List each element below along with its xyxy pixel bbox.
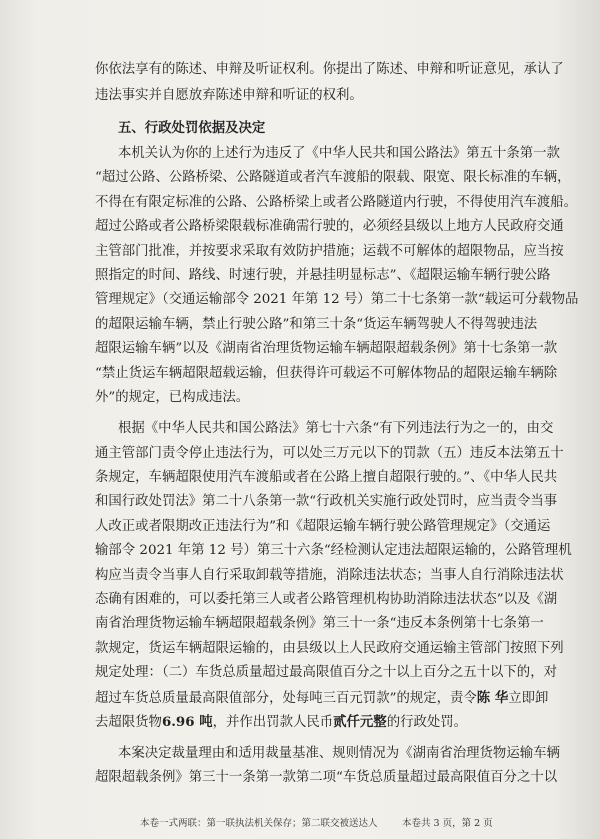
- overload-weight: 6.96 吨: [161, 714, 213, 730]
- text-line: 条规定，车辆超限使用汽车渡船或者在公路上擅自超限行驶的。”、《中华人民共: [95, 470, 558, 485]
- text-line: 照指定的时间、路线、时速行驶，并悬挂明显标志”、《超限运输车辆行驶公路: [95, 268, 551, 283]
- fine-amount: 贰仟元整: [333, 714, 387, 730]
- text-line: “禁止货运车辆超限超载运输，但获得许可载运不可解体物品的超限运输车辆除: [95, 366, 558, 381]
- text-line: 南省治理货物运输车辆超限超载条例》第三十一条“违反本条例第十七条第一: [95, 616, 544, 631]
- text-segment: 去超限货物: [95, 715, 162, 730]
- text-line: 主管部门批准，并按要求采取有效防护措施；运载不可解体的超限物品，应当按: [95, 244, 564, 259]
- text-line: “超过公路、公路桥梁、公路隧道或者汽车渡船的限载、限宽、限长标准的车辆，: [95, 170, 571, 185]
- text-line: 态确有困难的，可以委托第三人或者公路管理机构协助消除违法状态”以及《湖: [95, 592, 558, 607]
- text-line: 外”的规定，已构成违法。: [95, 390, 250, 405]
- text-line: 超过公路或者公路桥梁限载标准确需行驶的，必须经县级以上地方人民政府交通: [95, 219, 564, 234]
- text-segment: ，并作出罚款人民币: [212, 715, 334, 730]
- footer-page-number: 本卷共 3 页，第 2 页: [402, 818, 493, 829]
- text-line: 构应当责令当事人自行采取卸载等措施，消除违法状态；当事人自行消除违法状: [95, 568, 564, 583]
- text-line: 输部令 2021 年第 12 号）第三十六条“经检测认定违法超限运输的，公路管理机: [95, 543, 572, 558]
- text-line: 的超限运输车辆，禁止行驶公路”和第三十条“货运车辆驾驶人不得驾驶违法: [95, 317, 538, 332]
- text-line: 不得在有限定标准的公路、公路桥梁上或者公路隧道内行驶，不得使用汽车渡船。: [95, 195, 578, 210]
- text-line: 你依法享有的陈述、申辩及听证权利。你提出了陈述、申辩和听证意见，承认了: [95, 62, 564, 77]
- text-line: 违法事实并自愿放弃陈述申辩和听证的权利。: [95, 88, 363, 103]
- text-line: 本案决定裁量理由和适用裁量基准、规则情况为《湖南省治理货物运输车辆: [118, 746, 560, 761]
- text-line: 规定处理：（二）车货总质量超过最高限值百分之十以上百分之五十以下的，对: [95, 665, 557, 680]
- text-line: 超限超载条例》第三十一条第一款第二项“车货总质量超过最高限值百分之十以: [95, 770, 558, 785]
- text-line: 款规定，货运车辆超限运输的，由县级以上人民政府交通运输主管部门按照下列: [95, 641, 564, 656]
- text-segment: 超过车货总质量最高限值部分，处每吨三百元罚款”的规定，责令: [95, 691, 477, 706]
- text-line: 根据《中华人民共和国公路法》第七十六条“有下列违法行为之一的，由交: [118, 421, 554, 436]
- text-segment: 的行政处罚。: [386, 715, 468, 730]
- text-line: [95, 690, 548, 707]
- text-line: 人改正或者限期改正违法行为”和《超限运输车辆行驶公路管理规定》（交通运: [95, 519, 551, 534]
- text-line: 管理规定》（交通运输部令 2021 年第 12 号）第二十七条第一款“载运可分载物品: [95, 292, 579, 307]
- footer-copies-note: 本卷一式两联：第一联执法机关保存；第二联交被送达人: [140, 818, 378, 829]
- party-name: 陈 华: [476, 690, 509, 706]
- text-line: 超限运输车辆”以及《湖南省治理货物运输车辆超限超载条例》第十七条第一款: [95, 341, 558, 356]
- text-line: [95, 714, 467, 731]
- text-segment: 立即卸: [508, 691, 549, 706]
- section-heading: 五、行政处罚依据及决定: [118, 120, 266, 136]
- text-line: 本机关认为你的上述行为违反了《中华人民共和国公路法》第五十条第一款: [118, 146, 560, 161]
- text-line: 和国行政处罚法》第二十八条第一款“行政机关实施行政处罚时，应当责令当事: [95, 494, 558, 509]
- text-line: 通主管部门责令停止违法行为，可以处三万元以下的罚款（五）违反本法第五十: [95, 446, 564, 461]
